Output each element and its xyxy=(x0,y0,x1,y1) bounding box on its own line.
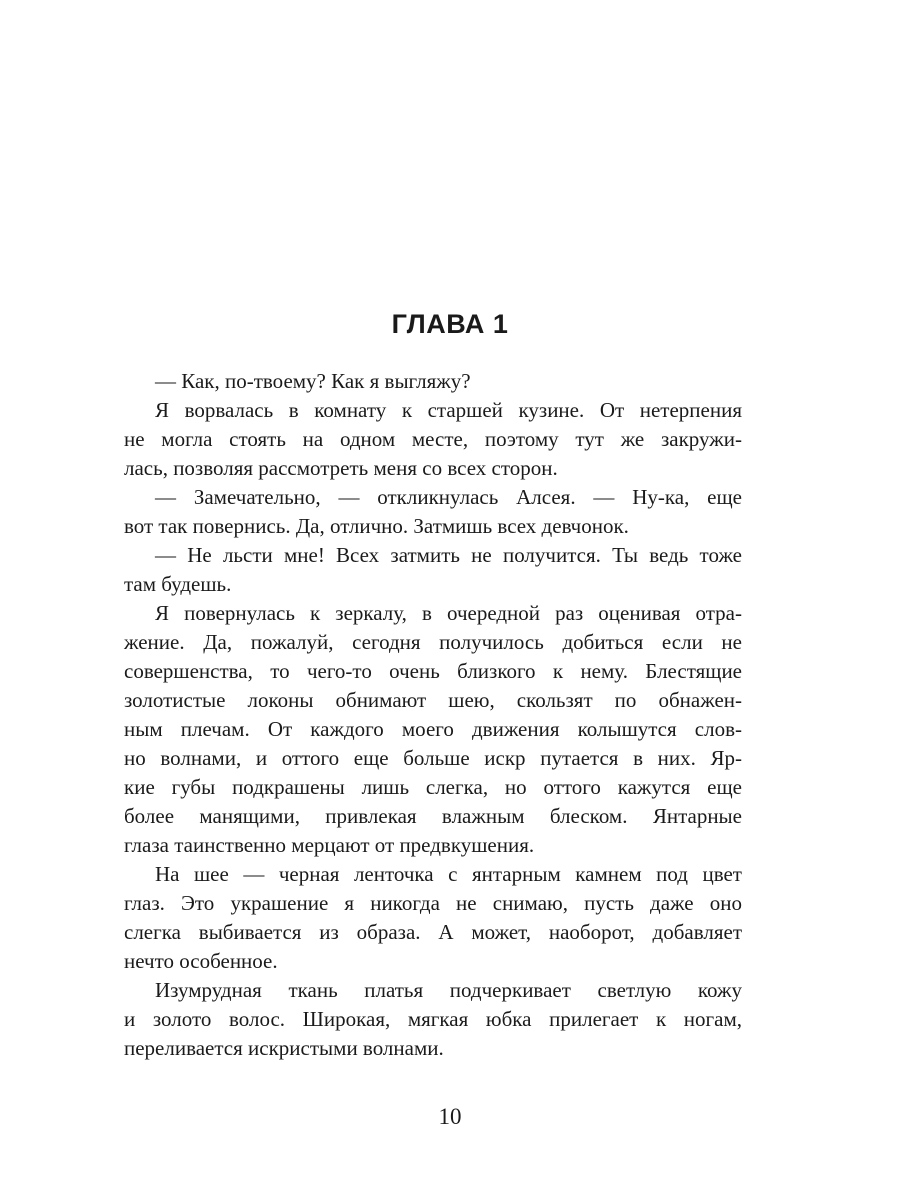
text-line: — Как, по-твоему? Как я выгляжу? xyxy=(155,369,471,393)
text-line: совершенства, то чего-то очень близкого к нему. Блестящие xyxy=(124,659,742,683)
chapter-text xyxy=(124,367,742,1063)
text-line: Я повернулась к зеркалу, в очередной раз оценивая отра- xyxy=(155,601,742,625)
text-line: не могла стоять на одном месте, поэтому тут же закружи- xyxy=(124,427,742,451)
text-line: Я ворвалась в комнату к старшей кузине. От нетерпения xyxy=(155,398,742,422)
text-line: нечто особенное. xyxy=(124,949,278,973)
text-line: глаза таинственно мерцают от предвкушения. xyxy=(124,833,535,857)
text-line: и золото волос. Широкая, мягкая юбка прилегает к ногам, xyxy=(124,1007,742,1031)
text-line: — Не льсти мне! Всех затмить не получится. Ты ведь тоже xyxy=(155,543,742,567)
text-line: но волнами, и оттого еще больше искр путается в них. Яр- xyxy=(124,746,742,770)
page-number: 10 xyxy=(438,1104,462,1129)
text-line: слегка выбивается из образа. А может, наоборот, добавляет xyxy=(124,920,742,944)
chapter-title: ГЛАВА 1 xyxy=(391,309,509,339)
text-line: Изумрудная ткань платья подчеркивает светлую кожу xyxy=(155,978,742,1002)
text-line: вот так повернись. Да, отлично. Затмишь всех девчонок. xyxy=(124,514,629,538)
text-line: кие губы подкрашены лишь слегка, но оттого кажутся еще xyxy=(124,775,742,799)
text-line: На шее — черная ленточка с янтарным камнем под цвет xyxy=(155,862,742,886)
text-line: там будешь. xyxy=(124,572,232,596)
text-line: переливается искристыми волнами. xyxy=(124,1036,444,1060)
text-line: глаз. Это украшение я никогда не снимаю, пусть даже оно xyxy=(124,891,742,915)
text-line: — Замечательно, — откликнулась Алсея. — Ну-ка, еще xyxy=(155,485,742,509)
text-line: ным плечам. От каждого моего движения колышутся слов- xyxy=(124,717,742,741)
text-line: более манящими, привлекая влажным блеском. Янтарные xyxy=(124,804,742,828)
text-line: лась, позволяя рассмотреть меня со всех сторон. xyxy=(124,456,558,480)
text-line: золотистые локоны обнимают шею, скользят по обнажен- xyxy=(124,688,742,712)
text-line: жение. Да, пожалуй, сегодня получилось добиться если не xyxy=(124,630,742,654)
